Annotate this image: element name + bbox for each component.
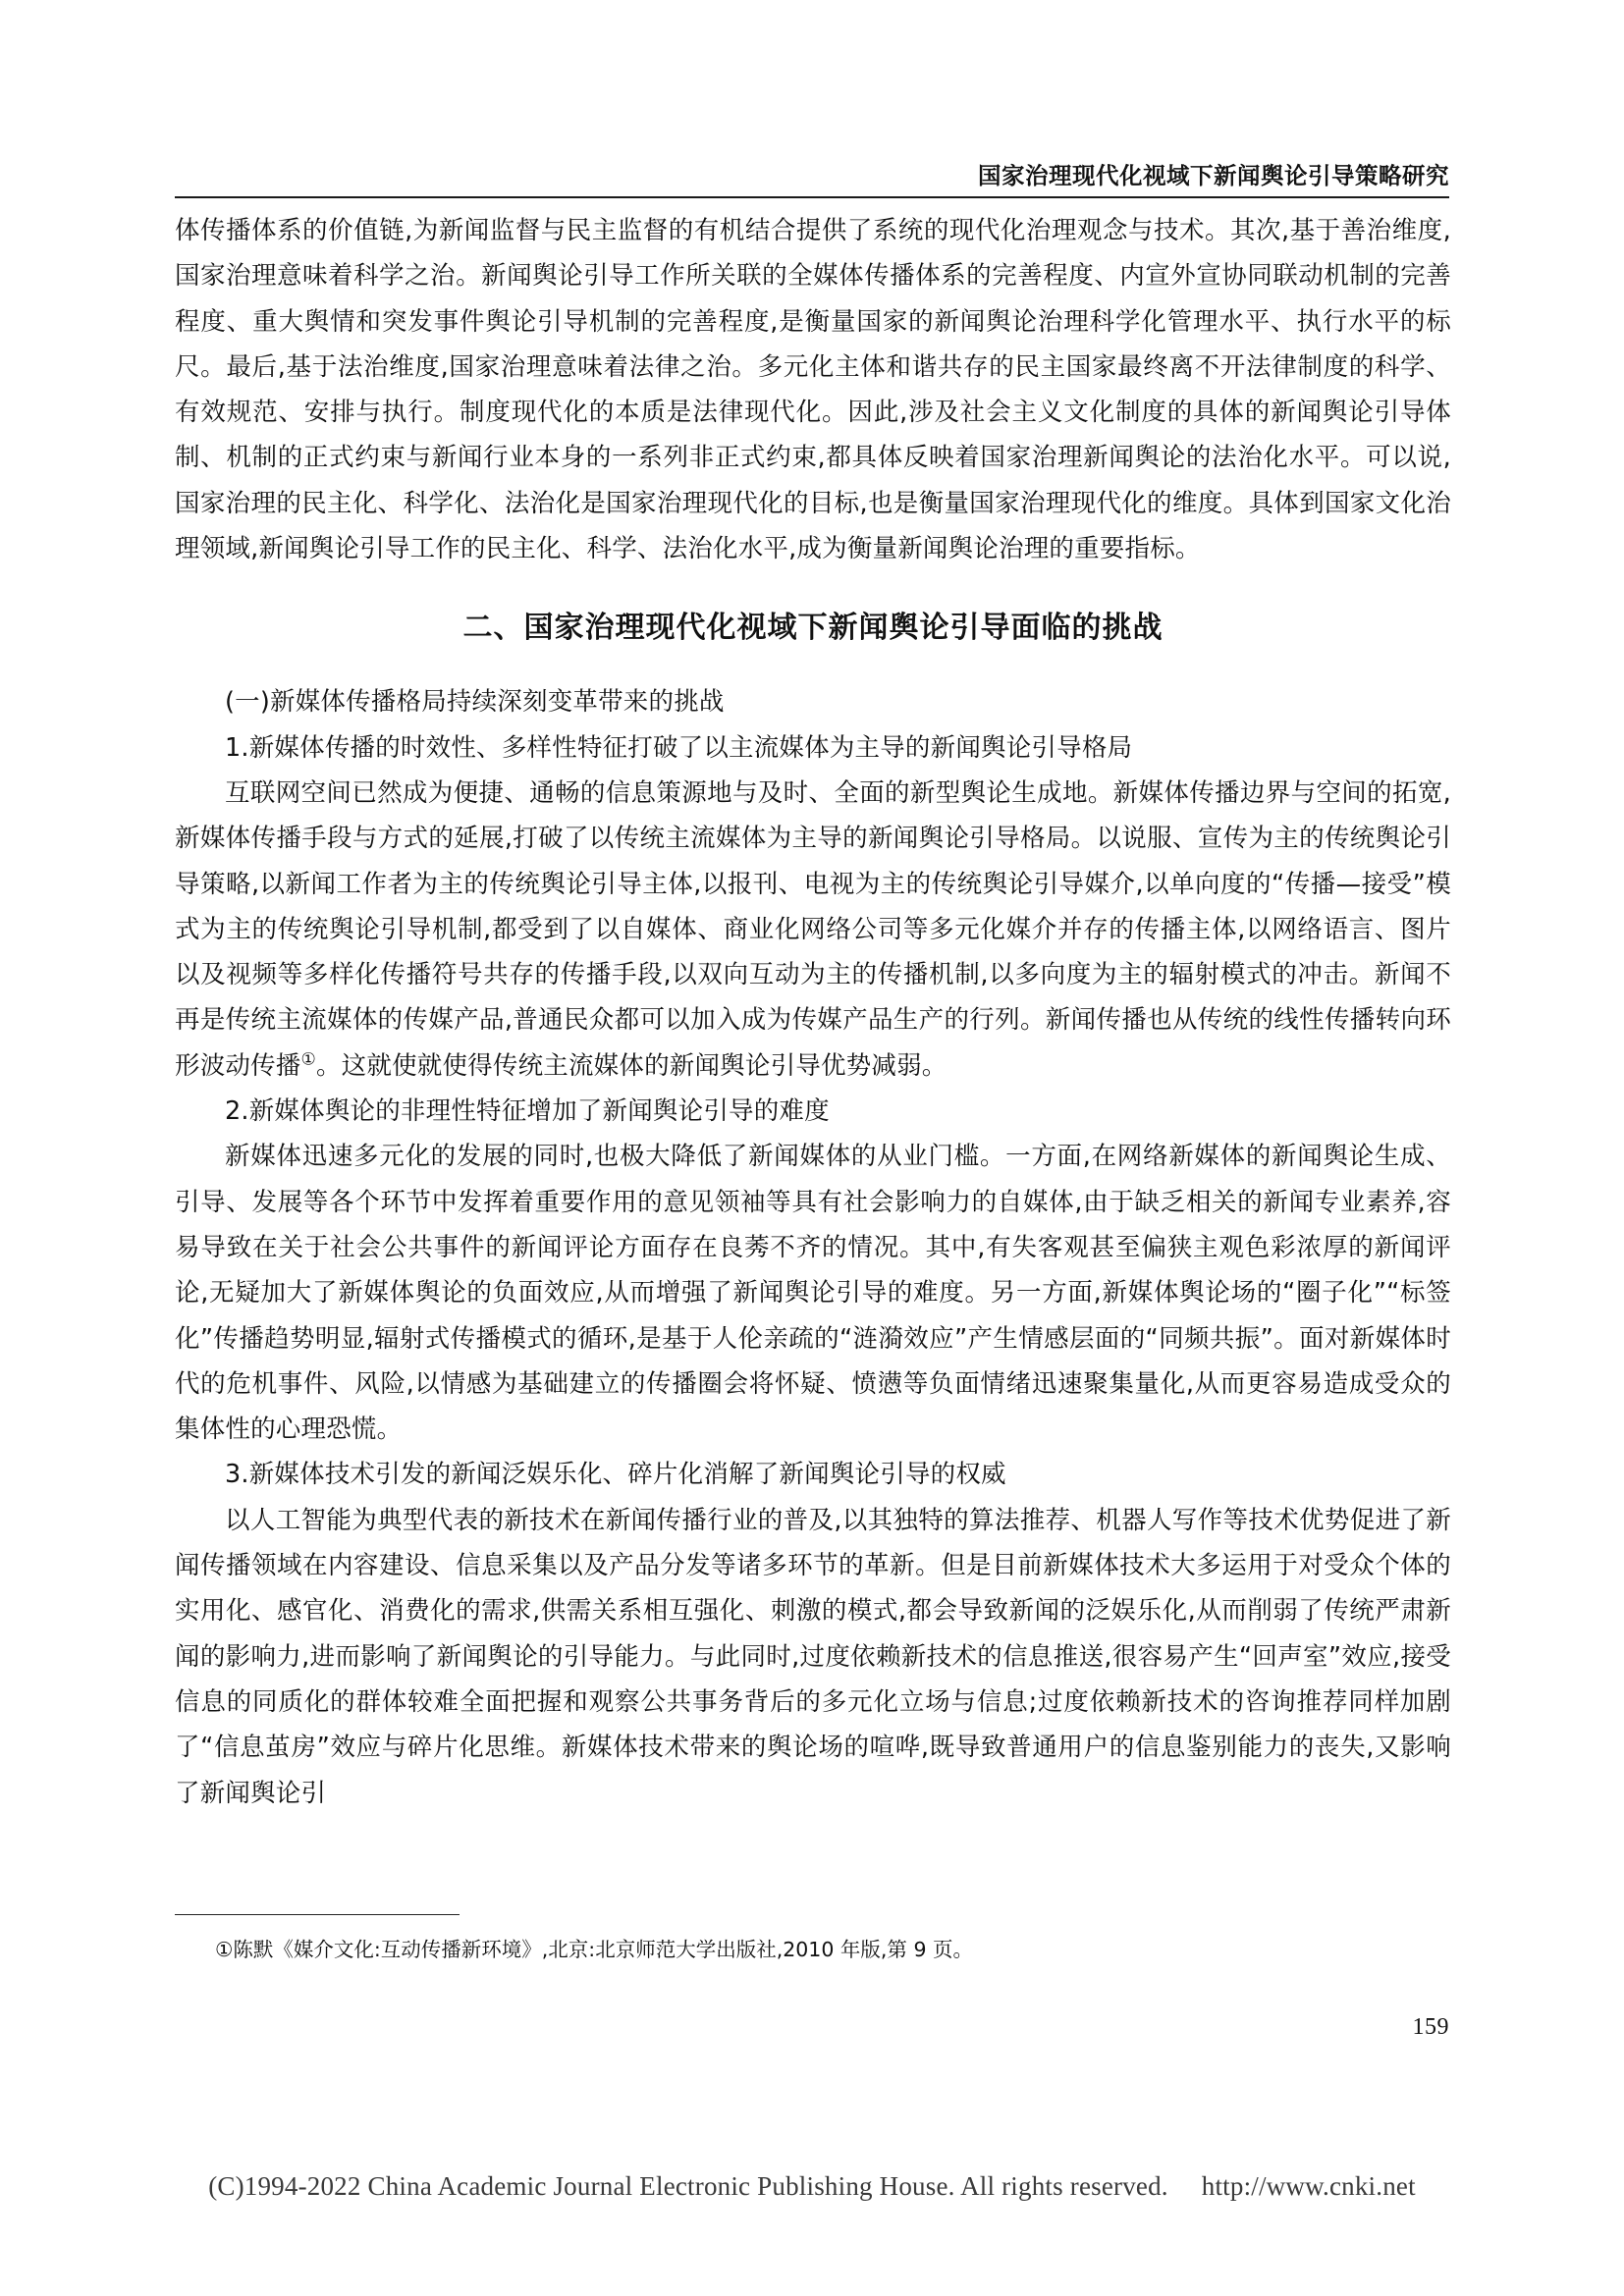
paragraph-1-3: 以人工智能为典型代表的新技术在新闻传播行业的普及,以其独特的算法推荐、机器人写作等技术优势促进了新闻传播领域在内容建设、信息采集以及产品分发等诸多环节的革新。但是目前新媒体技术大多运用于对受众个体的实用化、感官化、消费化的需求,供需关系相互强化、刺激的模式,都会导致新闻的泛娱乐化,从而削弱了传统严肃新闻的影响力,进而影响了新闻舆论的引导能力。与此同时,过度依赖新技术的信息推送,很容易产生“回声室”效应,接受信息的同质化的群体较难全面把握和观察公共事务背后的多元化立场与信息;过度依赖新技术的咨询推荐同样加剧了“信息茧房”效应与碎片化思维。新媒体技术带来的舆论场的喧哗,既导致普通用户的信息鉴别能力的丧失,又影响了新闻舆论引 <box>175 1505 1451 1808</box>
subsection-heading-1-1: 1.新媒体传播的时效性、多样性特征打破了以主流媒体为主导的新闻舆论引导格局 <box>225 732 1133 763</box>
paragraph-1-2: 新媒体迅速多元化的发展的同时,也极大降低了新闻媒体的从业门槛。一方面,在网络新媒体的新闻舆论生成、引导、发展等各个环节中发挥着重要作用的意见领袖等具有社会影响力的自媒体,由于缺乏相关的新闻专业素养,容易导致在关于社会公共事件的新闻评论方面存在良莠不齐的情况。其中,有失客观甚至偏狭主观色彩浓厚的新闻评论,无疑加大了新媒体舆论的负面效应,从而增强了新闻舆论引导的难度。另一方面,新媒体舆论场的“圈子化”“标签化”传播趋势明显,辐射式传播模式的循环,是基于人伦亲疏的“涟漪效应”产生情感层面的“同频共振”。面对新媒体时代的危机事件、风险,以情感为基础建立的传播圈会将怀疑、愤懑等负面情绪迅速聚集量化,从而更容易造成受众的集体性的心理恐慌。 <box>175 1142 1451 1445</box>
paragraph-1-1-text-b: 。这就使就使得传统主流媒体的新闻舆论引导优势减弱。 <box>315 1050 947 1081</box>
paragraph-1-1-text-a: 互联网空间已然成为便捷、通畅的信息策源地与及时、全面的新型舆论生成地。新媒体传播边界与空间的拓宽,新媒体传播手段与方式的延展,打破了以传统主流媒体为主导的新闻舆论引导格局。以说服、宣传为主的传统舆论引导策略,以新闻工作者为主的传统舆论引导主体,以报刊、电视为主的传统舆论引导媒介,以单向度的“传播—接受”模式为主的传统舆论引导机制,都受到了以自媒体、商业化网络公司等多元化媒介并存的传播主体,以网络语言、图片以及视频等多样化传播符号共存的传播手段,以双向互动为主的传播机制,以多向度为主的辐射模式的冲击。新闻不再是传统主流媒体的传媒产品,普通民众都可以加入成为传媒产品生产的行列。新闻传播也从传统的线性传播转向环形波动传播 <box>175 777 1451 1081</box>
cnki-watermark <box>0 2171 1624 2202</box>
header-rule <box>175 196 1449 198</box>
page-number: 159 <box>1412 2014 1449 2040</box>
footnote-separator <box>175 1914 460 1915</box>
footnote-marker: ① <box>300 1049 316 1070</box>
footnote-text: ①陈默《媒介文化:互动传播新环境》,北京:北京师范大学出版社,2010 年版,第 9 页。 <box>215 1938 974 1961</box>
paragraph-1-1 <box>175 771 1451 1089</box>
running-head: 国家治理现代化视域下新闻舆论引导策略研究 <box>978 162 1449 189</box>
subsection-heading-1: (一)新媒体传播格局持续深刻变革带来的挑战 <box>225 687 725 718</box>
subsection-heading-1-3: 3.新媒体技术引发的新闻泛娱乐化、碎片化消解了新闻舆论引导的权威 <box>225 1460 1006 1490</box>
copyright-text: (C)1994-2022 China Academic Journal Electronic Publishing House. All rights reserved. <box>208 2171 1168 2201</box>
subsection-heading-1-2: 2.新媒体舆论的非理性特征增加了新闻舆论引导的难度 <box>225 1096 830 1127</box>
cnki-url: http://www.cnki.net <box>1201 2171 1416 2201</box>
paragraph-continued: 体传播体系的价值链,为新闻监督与民主监督的有机结合提供了系统的现代化治理观念与技术。其次,基于善治维度,国家治理意味着科学之治。新闻舆论引导工作所关联的全媒体传播体系的完善程度、内宣外宣协同联动机制的完善程度、重大舆情和突发事件舆论引导机制的完善程度,是衡量国家的新闻舆论治理科学化管理水平、执行水平的标尺。最后,基于法治维度,国家治理意味着法律之治。多元化主体和谐共存的民主国家最终离不开法律制度的科学、有效规范、安排与执行。制度现代化的本质是法律现代化。因此,涉及社会主义文化制度的具体的新闻舆论引导体制、机制的正式约束与新闻行业本身的一系列非正式约束,都具体反映着国家治理新闻舆论的法治化水平。可以说,国家治理的民主化、科学化、法治化是国家治理现代化的目标,也是衡量国家治理现代化的维度。具体到国家文化治理领域,新闻舆论引导工作的民主化、科学、法治化水平,成为衡量新闻舆论治理的重要指标。 <box>175 216 1451 564</box>
section-heading: 二、国家治理现代化视域下新闻舆论引导面临的挑战 <box>462 611 1164 646</box>
page-body <box>175 208 1451 1816</box>
